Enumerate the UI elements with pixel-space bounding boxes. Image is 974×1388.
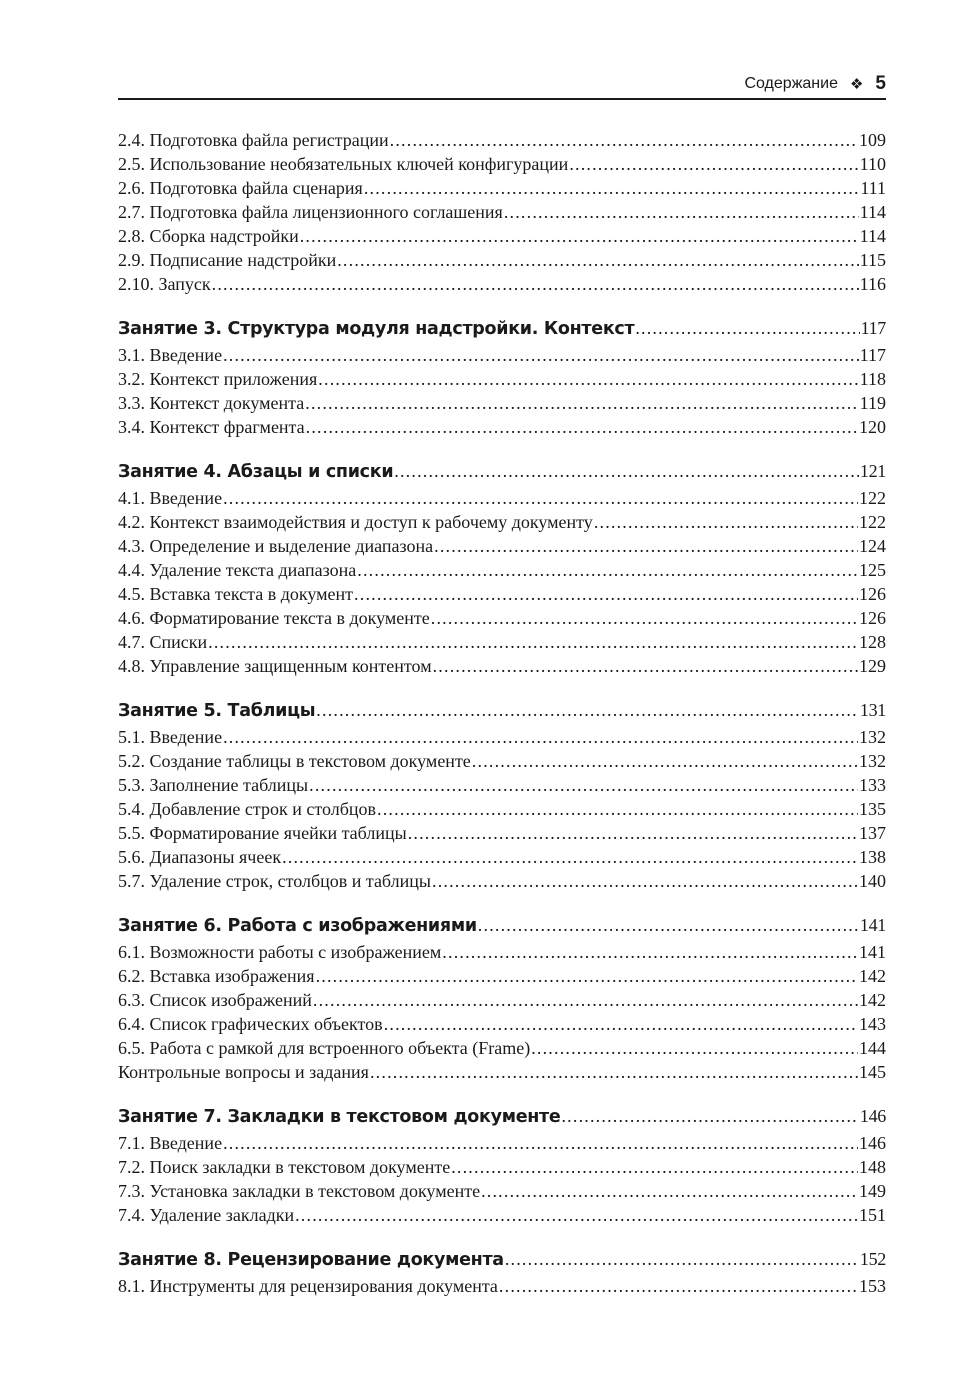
toc-entry-label: 7.4. Удаление закладки — [118, 1205, 295, 1225]
dot-leader — [370, 1060, 858, 1084]
dot-leader — [377, 797, 858, 821]
toc-entry-page: 146 — [859, 1106, 886, 1126]
dot-leader — [318, 367, 858, 391]
dot-leader — [223, 486, 858, 510]
toc-entry-label: 6.1. Возможности работы с изображением — [118, 942, 442, 962]
dot-leader — [357, 558, 858, 582]
toc-entry-page: 149 — [859, 1181, 886, 1201]
dot-leader — [212, 272, 859, 296]
toc-entry-label: 6.2. Вставка изображения — [118, 966, 315, 986]
toc-entry-label: 2.9. Подписание надстройки — [118, 250, 337, 270]
toc-entry-label: 5.3. Заполнение таблицы — [118, 775, 309, 795]
toc-entry-page: 131 — [859, 700, 886, 720]
toc-entry[interactable] — [118, 1274, 886, 1298]
toc-entry[interactable] — [118, 1203, 886, 1227]
page-number: 5 — [875, 73, 886, 94]
ornament-icon: ❖ — [849, 75, 864, 93]
toc-entry-label: 5.2. Создание таблицы в текстовом документе — [118, 751, 471, 771]
toc-section — [118, 1244, 886, 1298]
toc-entry[interactable] — [118, 582, 886, 606]
toc-entry-page: 126 — [859, 584, 886, 604]
toc-entry-page: 132 — [859, 751, 886, 771]
toc-entry[interactable] — [118, 606, 886, 630]
toc-chapter-heading[interactable] — [118, 313, 886, 343]
toc-entry-label: 5.1. Введение — [118, 727, 223, 747]
toc-entry-page: 109 — [859, 130, 886, 150]
dot-leader — [505, 1244, 859, 1274]
dot-leader — [434, 534, 858, 558]
toc-entry-page: 151 — [859, 1205, 886, 1225]
toc-entry[interactable] — [118, 749, 886, 773]
dot-leader — [337, 248, 858, 272]
toc-entry[interactable] — [118, 152, 886, 176]
toc-entry-page: 133 — [859, 775, 886, 795]
dot-leader — [309, 773, 858, 797]
toc-entry-label: 5.4. Добавление строк и столбцов — [118, 799, 377, 819]
toc-chapter-heading[interactable] — [118, 695, 886, 725]
dot-leader — [531, 1036, 858, 1060]
toc-entry-label: 4.2. Контекст взаимодействия и доступ к рабочему документу — [118, 512, 593, 532]
toc-entry-page: 137 — [859, 823, 886, 843]
table-of-contents — [118, 128, 886, 1298]
dot-leader — [432, 869, 858, 893]
toc-entry-page: 117 — [860, 318, 886, 338]
toc-entry-label: 2.4. Подготовка файла регистрации — [118, 130, 389, 150]
running-header — [118, 70, 886, 100]
toc-entry[interactable] — [118, 176, 886, 200]
toc-entry-label: 6.4. Список графических объектов — [118, 1014, 383, 1034]
toc-entry-page: 117 — [859, 345, 886, 365]
toc-entry[interactable] — [118, 821, 886, 845]
dot-leader — [300, 224, 859, 248]
toc-entry-page: 142 — [859, 966, 886, 986]
toc-section — [118, 456, 886, 678]
dot-leader — [384, 1012, 858, 1036]
dot-leader — [478, 910, 859, 940]
toc-entry-label: 2.5. Использование необязательных ключей конфигурации — [118, 154, 569, 174]
toc-entry-page: 114 — [859, 202, 886, 222]
toc-entry[interactable] — [118, 272, 886, 296]
toc-entry-label: Занятие 3. Структура модуля надстройки. Контекст — [118, 319, 635, 339]
toc-entry-label: 5.5. Форматирование ячейки таблицы — [118, 823, 407, 843]
toc-entry-page: 128 — [859, 632, 886, 652]
dot-leader — [442, 940, 858, 964]
running-header-title: Содержание — [744, 75, 838, 92]
dot-leader — [433, 654, 858, 678]
toc-section — [118, 128, 886, 296]
toc-entry-label: 3.2. Контекст приложения — [118, 369, 318, 389]
toc-entry[interactable] — [118, 797, 886, 821]
toc-entry[interactable] — [118, 725, 886, 749]
toc-entry-page: 124 — [859, 536, 886, 556]
dot-leader — [481, 1179, 858, 1203]
dot-leader — [306, 415, 858, 439]
toc-entry-label: 7.2. Поиск закладки в текстовом документе — [118, 1157, 451, 1177]
toc-entry-page: 115 — [859, 250, 886, 270]
toc-entry[interactable] — [118, 940, 886, 964]
toc-entry[interactable] — [118, 534, 886, 558]
toc-entry-page: 110 — [859, 154, 886, 174]
toc-entry-label: 3.4. Контекст фрагмента — [118, 417, 305, 437]
toc-entry[interactable] — [118, 964, 886, 988]
toc-entry-label: 5.7. Удаление строк, столбцов и таблицы — [118, 871, 431, 891]
toc-entry-label: 5.6. Диапазоны ячеек — [118, 847, 282, 867]
toc-chapter-heading[interactable] — [118, 456, 886, 486]
dot-leader — [561, 1101, 858, 1131]
dot-leader — [223, 343, 859, 367]
toc-entry-label: Занятие 5. Таблицы — [118, 701, 316, 721]
toc-entry-page: 118 — [859, 369, 886, 389]
dot-leader — [313, 988, 858, 1012]
toc-entry[interactable] — [118, 773, 886, 797]
toc-entry-label: 4.8. Управление защищенным контентом — [118, 656, 432, 676]
toc-entry[interactable] — [118, 415, 886, 439]
toc-entry-page: 142 — [859, 990, 886, 1010]
dot-leader — [594, 510, 858, 534]
dot-leader — [282, 845, 858, 869]
toc-entry-label: 3.3. Контекст документа — [118, 393, 305, 413]
toc-entry-label: 2.6. Подготовка файла сценария — [118, 178, 363, 198]
toc-entry-page: 141 — [859, 942, 886, 962]
toc-entry-page: 120 — [859, 417, 886, 437]
toc-entry[interactable] — [118, 128, 886, 152]
toc-entry-page: 135 — [859, 799, 886, 819]
dot-leader — [316, 695, 859, 725]
toc-entry[interactable] — [118, 558, 886, 582]
toc-entry[interactable] — [118, 1060, 886, 1084]
toc-chapter-heading[interactable] — [118, 1101, 886, 1131]
dot-leader — [431, 606, 858, 630]
toc-entry-page: 153 — [859, 1276, 886, 1296]
dot-leader — [394, 456, 859, 486]
toc-entry-page: 145 — [859, 1062, 886, 1082]
toc-entry-page: 119 — [859, 393, 886, 413]
dot-leader — [295, 1203, 858, 1227]
dot-leader — [364, 176, 860, 200]
toc-entry-page: 122 — [859, 512, 886, 532]
toc-section — [118, 910, 886, 1084]
toc-entry-page: 138 — [859, 847, 886, 867]
toc-entry-label: 3.1. Введение — [118, 345, 223, 365]
toc-entry-label: 4.5. Вставка текста в документ — [118, 584, 354, 604]
toc-entry[interactable] — [118, 988, 886, 1012]
toc-entry[interactable] — [118, 367, 886, 391]
toc-entry-label: 2.8. Сборка надстройки — [118, 226, 299, 246]
dot-leader — [305, 391, 858, 415]
toc-entry-label: 4.7. Списки — [118, 632, 208, 652]
dot-leader — [472, 749, 858, 773]
dot-leader — [316, 964, 858, 988]
toc-entry-page: 114 — [859, 226, 886, 246]
dot-leader — [354, 582, 858, 606]
dot-leader — [569, 152, 858, 176]
dot-leader — [223, 725, 858, 749]
toc-entry-page: 141 — [859, 915, 886, 935]
toc-entry-page: 146 — [859, 1133, 886, 1153]
toc-entry[interactable] — [118, 200, 886, 224]
toc-entry-page: 144 — [859, 1038, 886, 1058]
toc-entry[interactable] — [118, 224, 886, 248]
toc-entry-label: Занятие 4. Абзацы и списки — [118, 462, 394, 482]
toc-entry-label: 8.1. Инструменты для рецензирования документа — [118, 1276, 498, 1296]
toc-entry[interactable] — [118, 486, 886, 510]
toc-entry[interactable] — [118, 1131, 886, 1155]
toc-entry-page: 132 — [859, 727, 886, 747]
dot-leader — [223, 1131, 858, 1155]
toc-entry[interactable] — [118, 510, 886, 534]
toc-entry-page: 116 — [859, 274, 886, 294]
toc-entry-page: 111 — [860, 178, 886, 198]
dot-leader — [408, 821, 858, 845]
toc-entry[interactable] — [118, 1155, 886, 1179]
toc-entry-label: 2.7. Подготовка файла лицензионного соглашения — [118, 202, 503, 222]
toc-entry-label: 6.5. Работа с рамкой для встроенного объекта (Frame) — [118, 1038, 531, 1058]
toc-entry-label: 6.3. Список изображений — [118, 990, 312, 1010]
toc-entry-label: 7.3. Установка закладки в текстовом документе — [118, 1181, 481, 1201]
toc-entry-label: 2.10. Запуск — [118, 274, 211, 294]
toc-entry[interactable] — [118, 845, 886, 869]
toc-entry-page: 121 — [859, 461, 886, 481]
toc-entry-label: 4.6. Форматирование текста в документе — [118, 608, 430, 628]
toc-entry[interactable] — [118, 869, 886, 893]
toc-entry[interactable] — [118, 1036, 886, 1060]
toc-entry-label: 4.3. Определение и выделение диапазона — [118, 536, 434, 556]
toc-entry-page: 129 — [859, 656, 886, 676]
toc-entry[interactable] — [118, 654, 886, 678]
toc-entry-page: 126 — [859, 608, 886, 628]
dot-leader — [451, 1155, 858, 1179]
toc-section — [118, 695, 886, 893]
toc-entry[interactable] — [118, 1179, 886, 1203]
toc-entry-label: 4.4. Удаление текста диапазона — [118, 560, 357, 580]
toc-entry-label: Занятие 6. Работа с изображениями — [118, 916, 477, 936]
toc-entry-label: Контрольные вопросы и задания — [118, 1062, 369, 1082]
toc-entry[interactable] — [118, 1012, 886, 1036]
toc-entry-page: 152 — [859, 1249, 886, 1269]
toc-entry-label: 7.1. Введение — [118, 1133, 223, 1153]
toc-entry-page: 143 — [859, 1014, 886, 1034]
toc-entry-page: 122 — [859, 488, 886, 508]
toc-entry-label: 4.1. Введение — [118, 488, 223, 508]
toc-entry[interactable] — [118, 630, 886, 654]
toc-entry-label: Занятие 8. Рецензирование документа — [118, 1250, 504, 1270]
toc-section — [118, 313, 886, 439]
toc-section — [118, 1101, 886, 1227]
toc-entry-page: 148 — [859, 1157, 886, 1177]
dot-leader — [499, 1274, 858, 1298]
dot-leader — [635, 313, 859, 343]
toc-entry-label: Занятие 7. Закладки в текстовом документе — [118, 1107, 561, 1127]
toc-entry[interactable] — [118, 343, 886, 367]
toc-entry-page: 140 — [859, 871, 886, 891]
toc-entry[interactable] — [118, 248, 886, 272]
dot-leader — [390, 128, 858, 152]
dot-leader — [208, 630, 858, 654]
toc-entry[interactable] — [118, 391, 886, 415]
dot-leader — [504, 200, 859, 224]
toc-chapter-heading[interactable] — [118, 910, 886, 940]
toc-entry-page: 125 — [859, 560, 886, 580]
toc-chapter-heading[interactable] — [118, 1244, 886, 1274]
